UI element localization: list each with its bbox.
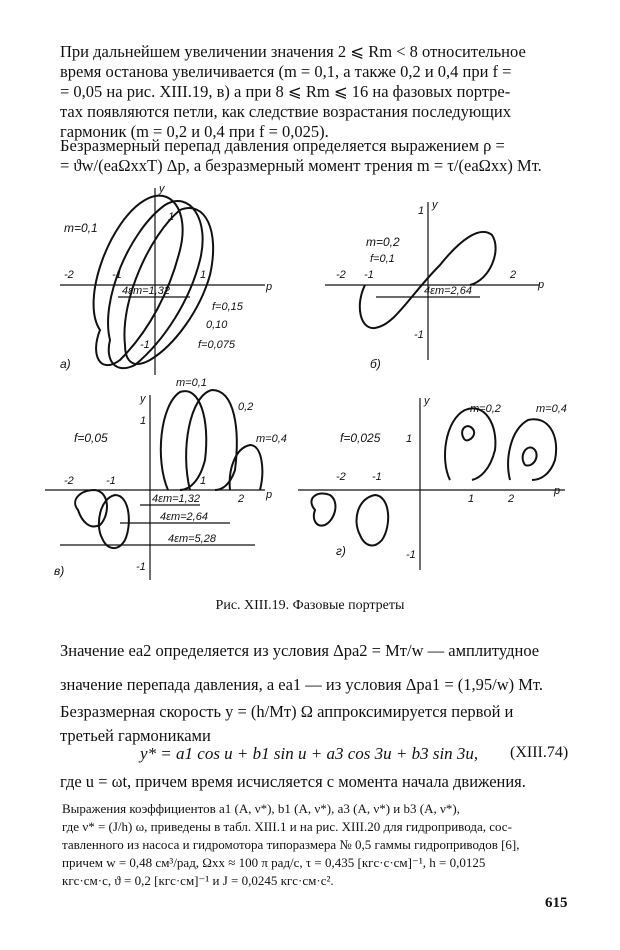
panel-label: а): [60, 357, 71, 371]
tick-label: 1: [140, 415, 147, 427]
tick-label: -1: [112, 269, 122, 281]
text-line: причем w = 0,48 см³/рад, Ωxx ≈ 100 π рад/с, τ = 0,435 [кгс·с·см]⁻¹, h = 0,0125: [62, 855, 486, 870]
m-label: m=0,1: [176, 377, 207, 389]
speed-paragraph: [60, 700, 580, 748]
text-line: тах появляются петли, как следствие возрастания последующих: [60, 102, 511, 121]
panel-g: [298, 395, 567, 570]
tick-label: -1: [414, 329, 424, 341]
tick-label: 1: [406, 433, 413, 445]
tick-label: 1: [468, 493, 475, 505]
p-axis-label: p: [554, 485, 561, 497]
tick-label: 1: [418, 205, 425, 217]
panel-v: [45, 377, 287, 580]
dimension-label: 4εm=2,64: [160, 511, 208, 523]
phase-curve: [161, 391, 206, 490]
tick-label: 2: [510, 269, 517, 281]
text-line: значение перепада давления, а ea1 — из условия Δpa1 = (1,95/w) Mт.: [60, 675, 544, 694]
top-paragraph: [60, 42, 580, 142]
tick-label: 1: [200, 269, 207, 281]
tick-label: -1: [364, 269, 374, 281]
phase-portraits-figure: [40, 180, 580, 600]
p-axis-label: p: [538, 279, 545, 291]
text-line: Безразмерный перепад давления определяется выражением ρ =: [60, 136, 505, 155]
m-label: m=0,2: [366, 235, 400, 249]
text-line: = ϑw/(eaΩxxT) Δp, а безразмерный момент трения m = τ/(eaΩxx) Mт.: [60, 156, 542, 175]
equation-number: (XIII.74): [510, 744, 569, 761]
tick-label: -1: [140, 339, 150, 351]
text-line: гармоник (m = 0,2 и 0,4 при f = 0,025).: [60, 122, 329, 141]
f-label: 0,10: [206, 319, 228, 331]
text-line: третьей гармониками: [60, 726, 211, 745]
y-axis-label: y: [424, 395, 430, 407]
tick-label: -1: [406, 549, 416, 561]
m-label: m=0,4: [536, 403, 567, 415]
page-number: 615: [545, 895, 568, 911]
m-label: 0,2: [238, 401, 254, 413]
figure-caption: Рис. XIII.19. Фазовые портреты: [215, 598, 405, 613]
equation: y* = a1 cos u + b1 sin u + a3 cos 3u + b3 sin 3u,: [140, 744, 479, 763]
text-line: кгс·см·с, ϑ = 0,2 [кгс·см]⁻¹ и J = 0,0245 кгс·см·с².: [62, 873, 334, 888]
dimension-label: 4εm=1,32: [122, 285, 170, 297]
pressure-paragraph: [60, 136, 580, 176]
tick-label: 2: [508, 493, 515, 505]
p-axis-label: p: [266, 281, 273, 293]
text-line: где ν* = (J/h) ω, приведены в табл. XIII.1 и на рис. XIII.20 для гидропривода, сос-: [62, 819, 512, 834]
footnote: [62, 800, 580, 890]
panel-label: г): [336, 544, 346, 558]
y-axis-label: y: [140, 393, 146, 405]
ea2-paragraph: [60, 634, 580, 702]
tick-label: -2: [64, 475, 74, 487]
phase-curve: [508, 419, 556, 480]
tick-label: 2: [238, 493, 245, 505]
m-label: m=0,4: [256, 433, 287, 445]
f-label: f=0,05: [74, 431, 108, 445]
f-label: f=0,1: [370, 253, 395, 265]
panel-b: [325, 199, 544, 371]
panel-a: [60, 183, 272, 375]
tick-label: -2: [64, 269, 74, 281]
tick-label: -1: [136, 561, 146, 573]
phase-curve: [356, 495, 388, 545]
text-line: При дальнейшем увеличении значения 2 ⩽ Rm < 8 относительное: [60, 42, 526, 61]
where-line: где u = ωt, причем время исчисляется с момента начала движения.: [60, 772, 526, 791]
panel-label: б): [370, 357, 381, 371]
text-line: Выражения коэффициентов a1 (A, ν*), b1 (A, ν*), a3 (A, ν*) и b3 (A, ν*),: [62, 801, 460, 816]
y-axis-label: y: [159, 183, 165, 195]
tick-label: -2: [336, 269, 346, 281]
m-label: m=0,2: [470, 403, 501, 415]
f-label: f=0,025: [340, 431, 381, 445]
tick-label: 1: [200, 475, 207, 487]
text-line: время останова увеличивается (m = 0,1, а также 0,2 и 0,4 при f =: [60, 62, 512, 81]
tick-label: -1: [106, 475, 116, 487]
panel-label: в): [54, 564, 65, 578]
text-line: Значение ea2 определяется из условия Δpa2 = Mт/w — амплитудное: [60, 641, 540, 660]
text-line: тавленного из насоса и гидромотора типоразмера № 0,5 гаммы гидроприводов [6],: [62, 837, 520, 852]
dimension-label: 4εm=5,28: [168, 533, 216, 545]
text-line: Безразмерная скорость y = (h/Mт) Ω аппроксимируется первой и: [60, 702, 514, 721]
phase-curve: [445, 408, 495, 480]
m-label: m=0,1: [64, 221, 98, 235]
y-axis-label: y: [432, 199, 438, 211]
p-axis-label: p: [266, 489, 273, 501]
f-label: f=0,075: [198, 339, 236, 351]
text-line: = 0,05 на рис. XIII.19, в) а при 8 ⩽ Rm ⩽ 16 на фазовых портре-: [60, 82, 511, 101]
phase-curve: [311, 493, 335, 525]
tick-label: -1: [372, 471, 382, 483]
dimension-label: 4εm=1,32: [152, 493, 200, 505]
f-label: f=0,15: [212, 301, 243, 313]
dimension-label: 4εm=2,64: [424, 285, 472, 297]
tick-label: -2: [336, 471, 346, 483]
tick-label: 1: [168, 211, 175, 223]
